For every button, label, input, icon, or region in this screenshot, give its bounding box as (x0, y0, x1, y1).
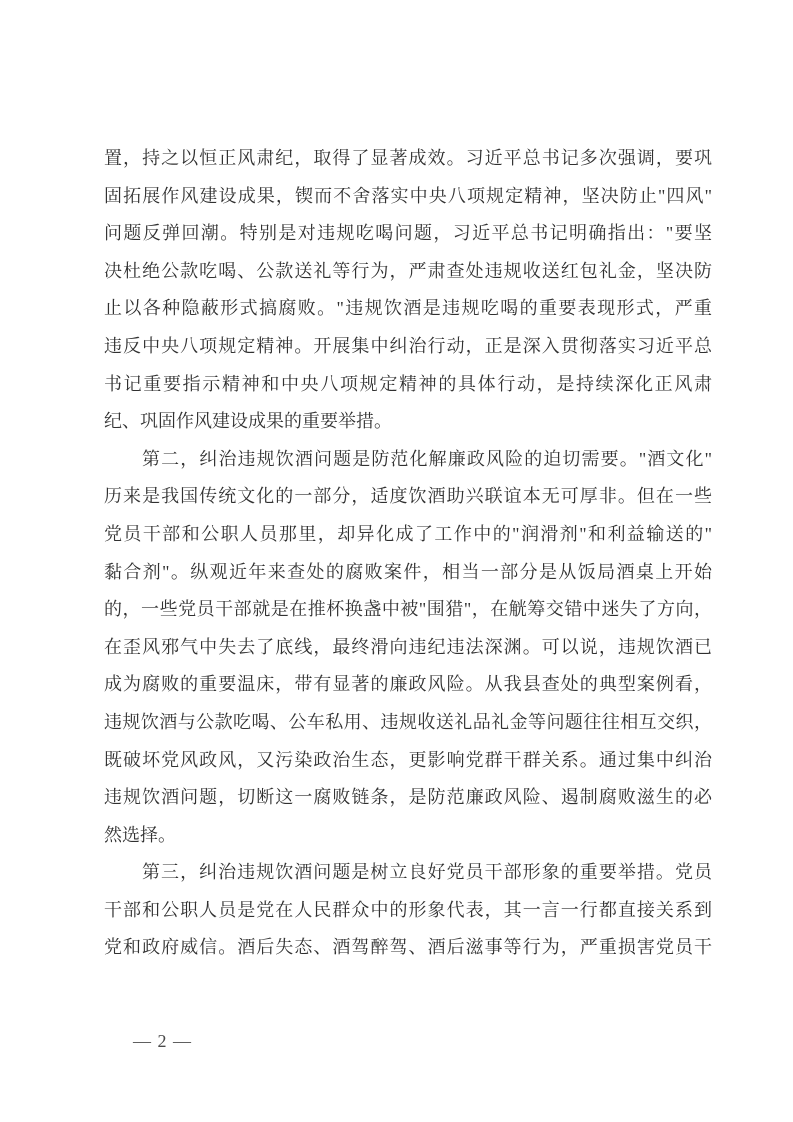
text-line: 第二，纠治违规饮酒问题是防范化解廉政风险的迫切需要。"酒文化" (142, 448, 712, 469)
text-line: 止以各种隐蔽形式搞腐败。"违规饮酒是违规吃喝的重要表现形式，严重 (104, 298, 712, 319)
text-line: 纪、巩固作风建设成果的重要举措。 (104, 411, 392, 432)
text-line: 历来是我国传统文化的一部分，适度饮酒助兴联谊本无可厚非。但在一些 (104, 486, 712, 507)
text-line: 的，一些党员干部就是在推杯换盏中被"围猎"，在觥筹交错中迷失了方向， (104, 599, 712, 620)
text-line: 干部和公职人员是党在人民群众中的形象代表，其一言一行都直接关系到 (104, 899, 712, 920)
text-line: 问题反弹回潮。特别是对违规吃喝问题，习近平总书记明确指出："要坚 (104, 223, 712, 244)
text-line: 在歪风邪气中失去了底线，最终滑向违纪违法深渊。可以说，违规饮酒已 (104, 636, 712, 657)
text-line: 决杜绝公款吃喝、公款送礼等行为，严肃查处违规收送红包礼金，坚决防 (104, 260, 712, 281)
text-line: 既破坏党风政风，又污染政治生态，更影响党群干群关系。通过集中纠治 (104, 749, 712, 770)
text-line: 书记重要指示精神和中央八项规定精神的具体行动，是持续深化正风肃 (104, 373, 712, 394)
text-line: 固拓展作风建设成果，锲而不舍落实中央八项规定精神，坚决防止"四风" (104, 185, 712, 206)
text-line: 党和政府威信。酒后失态、酒驾醉驾、酒后滋事等行为，严重损害党员干 (104, 937, 712, 958)
text-line: 黏合剂"。纵观近年来查处的腐败案件，相当一部分是从饭局酒桌上开始 (104, 561, 712, 582)
text-line: 违规饮酒与公款吃喝、公车私用、违规收送礼品礼金等问题往往相互交织， (104, 711, 712, 732)
text-line: 成为腐败的重要温床，带有显著的廉政风险。从我县查处的典型案例看， (104, 674, 712, 695)
page-footer (133, 1030, 192, 1052)
text-line: 违规饮酒问题，切断这一腐败链条，是防范廉政风险、遏制腐败滋生的必 (104, 787, 712, 808)
text-line: 党员干部和公职人员那里，却异化成了工作中的"润滑剂"和利益输送的" (104, 523, 712, 544)
text-line: 第三，纠治违规饮酒问题是树立良好党员干部形象的重要举措。党员 (142, 862, 712, 883)
text-line: 然选择。 (104, 824, 176, 845)
document-body (104, 140, 712, 967)
page-number-label: — 2 — (133, 1031, 192, 1051)
text-line: 置，持之以恒正风肃纪，取得了显著成效。习近平总书记多次强调，要巩 (104, 148, 712, 168)
text-line: 违反中央八项规定精神。开展集中纠治行动，正是深入贯彻落实习近平总 (104, 335, 712, 356)
